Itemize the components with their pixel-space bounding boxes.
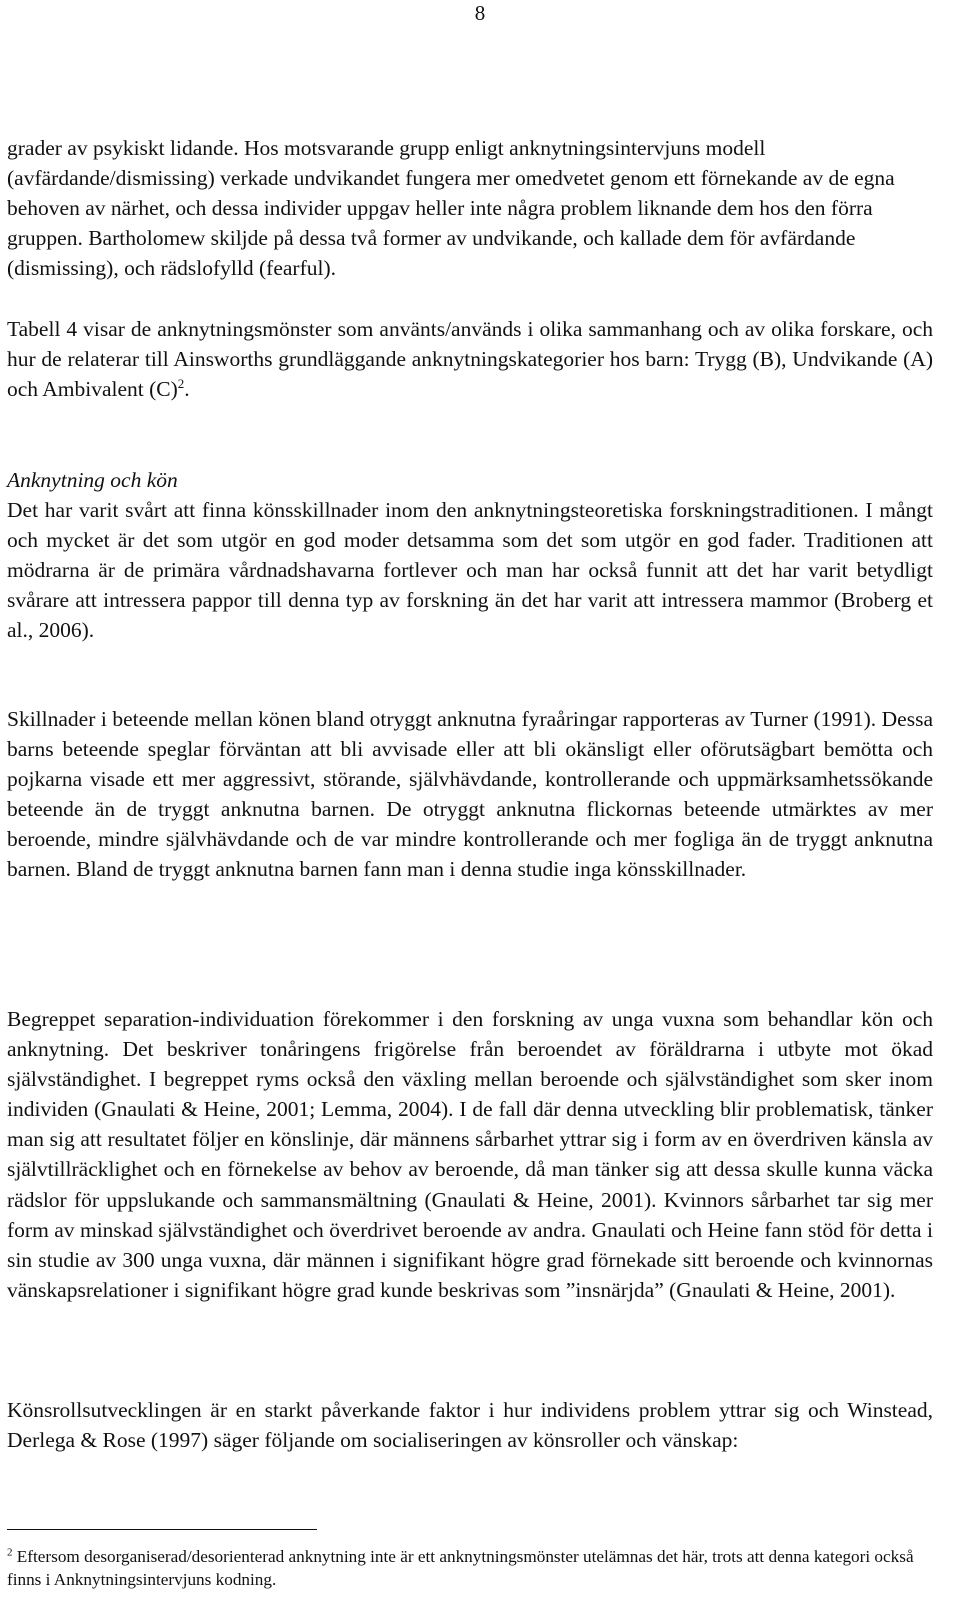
paragraph-6-text: Könsrollsutvecklingen är en starkt påverkande faktor i hur individens problem yttrar sig och Winstead, Derlega & Rose (1997) säger följande om socialiseringen av könsroller och vänskap: [7,1398,933,1453]
section-heading [7,465,933,495]
paragraph-5-text: Begreppet separation-individuation förekommer i den forskning av unga vuxna som behandlar kön och anknytning. Det beskriver tonåringens frigörelse från beroendet av föräldrarna i utbyte mot ökad självständighet. I begreppet ryms också den växling mellan beroende och självständighet som sker inom individen (Gnaulati & Heine, 2001; Lemma, 2004). I de fall där denna utveckling blir problematisk, tänker man sig att resultatet följer en könslinje, där männens sårbarhet yttrar sig i form av en överdriven känsla av självtillräcklighet och en förnekelse av behov av beroende, då man tänker sig att dessa skulle kunna väcka rädslor för uppslukande och sammansmältning (Gnaulati & Heine, 2001). Kvinnors sårbarhet tar sig mer form av minskad självständighet och överdrivet beroende av andra. Gnaulati och Heine fann stöd för detta i sin studie av 300 unga vuxna, där männen i signifikant högre grad förnekade sitt beroende och kvinnornas vänskapsrelationer i signifikant högre grad kunde beskrivas som ”insnärjda” (Gnaulati & Heine, 2001). [7,1007,933,1302]
page-number: 8 [474,1,486,25]
footnote-divider [7,1529,317,1530]
paragraph-4 [7,704,933,885]
section-heading-text: Anknytning och kön [7,468,178,492]
paragraph-3 [7,495,933,645]
paragraph-4-text: Skillnader i beteende mellan könen bland otryggt anknutna fyraåringar rapporteras av Turner (1991). Dessa barns beteende speglar förväntan att bli avvisade eller att bli okänsligt eller oförutsägbart bemötta och pojkarna visade ett mer aggressivt, störande, självhävdande, kontrollerande och uppmärksamhetssökande beteende än de tryggt anknutna barnen. De otryggt anknutna flickornas beteende utmärktes av mer beroende, mindre självhävdande och de var mindre kontrollerande och mer fogliga än de tryggt anknutna barnen. Bland de tryggt anknutna barnen fann man i denna studie inga könsskillnader. [7,707,933,882]
paragraph-3-text: Det har varit svårt att finna könsskillnader inom den anknytningsteoretiska forskningstraditionen. I mångt och mycket är det som utgör en god moder detsamma som det som utgör en god fader. Traditionen att mödrarna är de primära vårdnadshavarna fortlever och man har också funnit att det har varit betydligt svårare att intressera pappor till denna typ av forskning än det har varit att intressera mammor (Broberg et al., 2006). [7,498,933,643]
paragraph-2 [7,314,933,404]
footnote-reference: 2 [177,376,185,392]
paragraph-2-tail: . [184,377,190,402]
paragraph-5 [7,1004,933,1305]
paragraph-1-text: grader av psykiskt lidande. Hos motsvarande grupp enligt anknytningsintervjuns modell (avfärdande/dismissing) verkade undvikandet fungera mer omedvetet genom ett förnekande av de egna behoven av närhet, och dessa individer uppgav heller inte några problem liknande dem hos den förra gruppen. Bartholomew skiljde på dessa två former av undvikande, och kallade dem för avfärdande (dismissing), och rädslofylld (fearful). [7,136,895,281]
paragraph-2-text: Tabell 4 visar de anknytningsmönster som använts/används i olika sammanhang och av olika forskare, och hur de relaterar till Ainsworths grundläggande anknytningskategorier hos barn: Trygg (B), Undvikande (A) och Ambivalent (C) [7,317,933,402]
paragraph-1 [7,133,933,283]
footnote-text: Eftersom desorganiserad/desorienterad anknytning inte är ett anknytningsmönster utelämnas det här, trots att denna kategori också finns i Anknytningsintervjuns kodning. [7,1547,914,1589]
footnote [7,1546,933,1591]
footnote-marker: 2 [7,1546,13,1559]
paragraph-6 [7,1395,933,1455]
